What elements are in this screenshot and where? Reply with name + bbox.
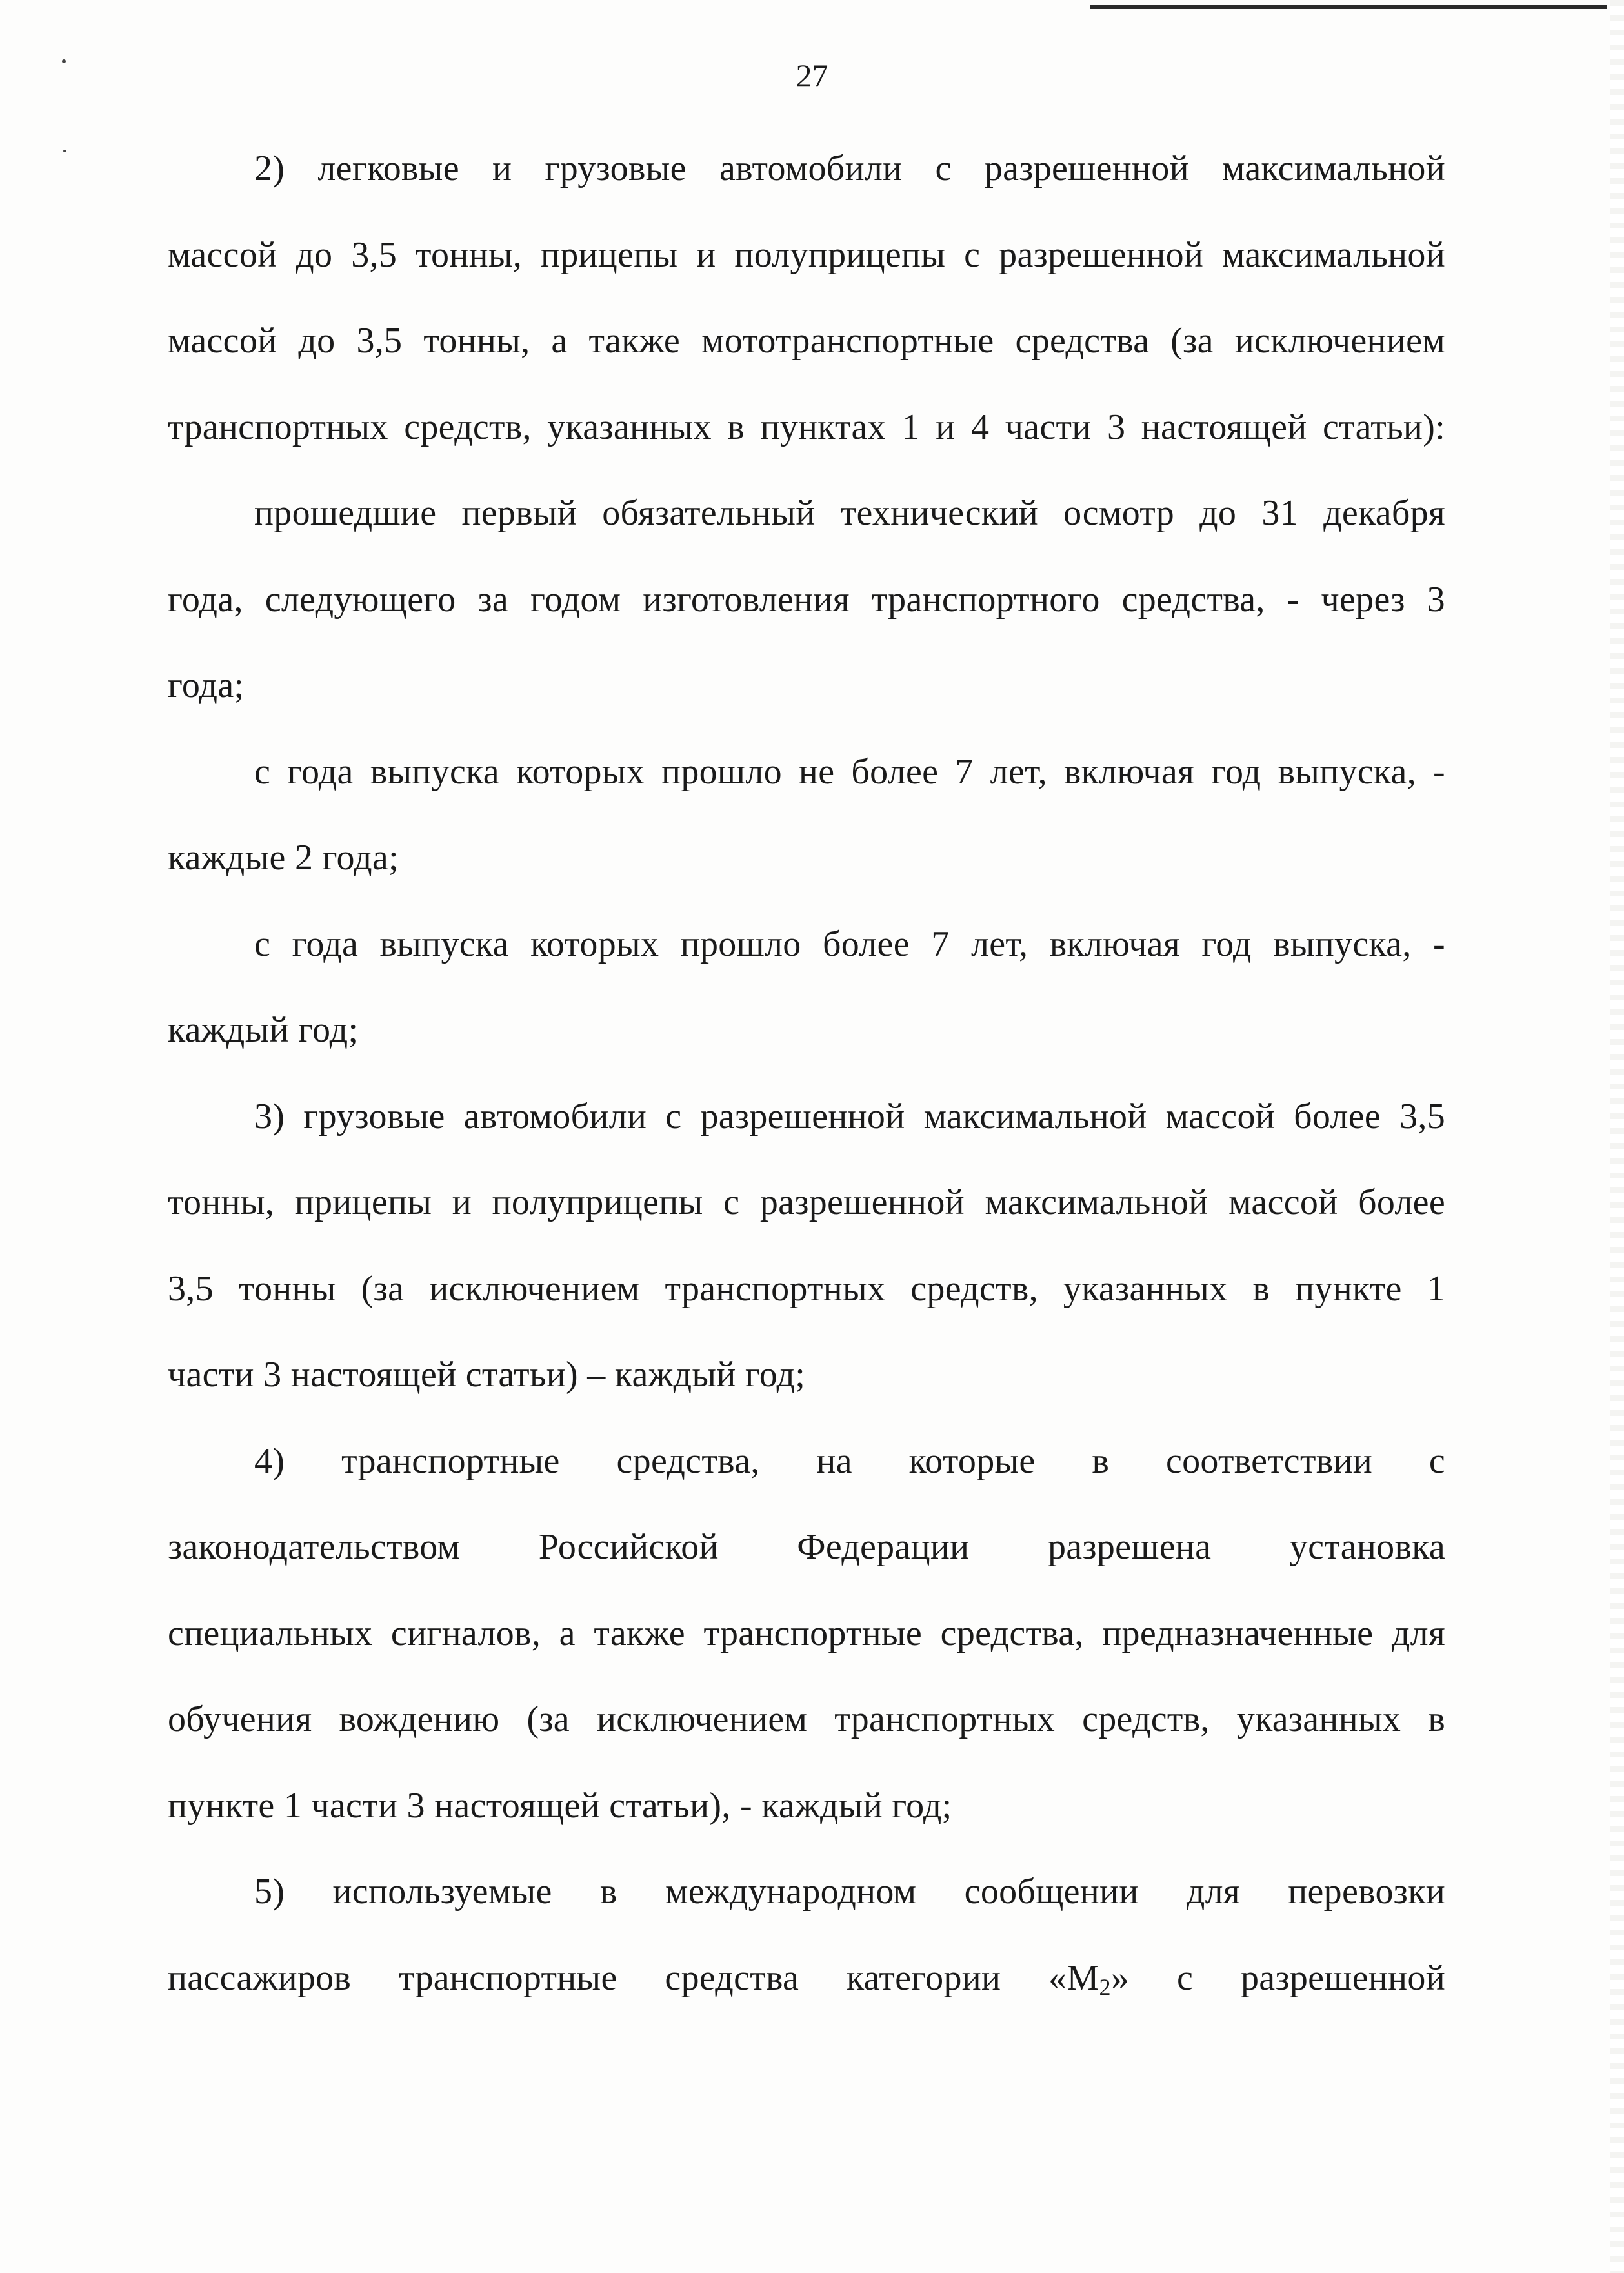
text-line: 4) транспортные средства, на которые в соответствии с (254, 1440, 1445, 1481)
paragraph-item-4 (168, 1419, 1445, 1850)
top-border-rule (1090, 5, 1607, 9)
document-body (168, 126, 1445, 2030)
text-line: массой до 3,5 тонны, прицепы и полуприцепы с разрешенной максимальной (168, 234, 1445, 275)
scan-edge-shadow (1610, 0, 1624, 2273)
text-line (168, 1935, 1445, 2031)
subscript-2: 2 (1099, 1974, 1111, 2000)
paragraph-item-2-sub-2 (168, 729, 1445, 902)
text-line: тонны, прицепы и полуприцепы с разрешенной максимальной массой более (168, 1182, 1445, 1222)
text-line: 3) грузовые автомобили с разрешенной максимальной массой более 3,5 (254, 1096, 1445, 1136)
text-line: каждые 2 года; (168, 838, 399, 878)
text-line: части 3 настоящей статьи) – каждый год; (168, 1355, 806, 1395)
text-line: 5) используемые в международном сообщении для перевозки (254, 1872, 1445, 1912)
paragraph-item-2 (168, 126, 1445, 470)
text-line: законодательством Российской Федерации разрешена установка (168, 1527, 1445, 1567)
text-segment: » с разрешенной (1110, 1957, 1445, 1998)
page-number: 27 (796, 57, 828, 94)
paragraph-item-2-sub-3 (168, 902, 1445, 1074)
paragraph-item-3 (168, 1074, 1445, 1419)
text-line: прошедшие первый обязательный технический осмотр до 31 декабря (254, 493, 1445, 533)
text-line: с года выпуска которых прошло не более 7 лет, включая год выпуска, - (254, 751, 1445, 792)
text-line: 3,5 тонны (за исключением транспортных средств, указанных в пункте 1 (168, 1268, 1445, 1309)
paragraph-item-2-sub-1 (168, 470, 1445, 729)
text-line: обучения вождению (за исключением транспортных средств, указанных в (168, 1699, 1445, 1739)
text-line: специальных сигналов, а также транспортные средства, предназначенные для (168, 1613, 1445, 1653)
text-line: транспортных средств, указанных в пунктах 1 и 4 части 3 настоящей статьи): (168, 407, 1445, 447)
text-line: года, следующего за годом изготовления транспортного средства, - через 3 (168, 579, 1445, 620)
text-line: массой до 3,5 тонны, а также мототранспортные средства (за исключением (168, 321, 1445, 361)
text-line: с года выпуска которых прошло более 7 лет, включая год выпуска, - (254, 924, 1445, 964)
text-line: каждый год; (168, 1010, 359, 1050)
text-line: года; (168, 665, 245, 705)
text-segment: пассажиров транспортные средства категории «М (168, 1957, 1099, 1998)
text-line: пункте 1 части 3 настоящей статьи), - каждый год; (168, 1785, 952, 1826)
text-line: 2) легковые и грузовые автомобили с разрешенной максимальной (254, 148, 1445, 188)
scan-speck (63, 150, 66, 152)
paragraph-item-5 (168, 1849, 1445, 2030)
